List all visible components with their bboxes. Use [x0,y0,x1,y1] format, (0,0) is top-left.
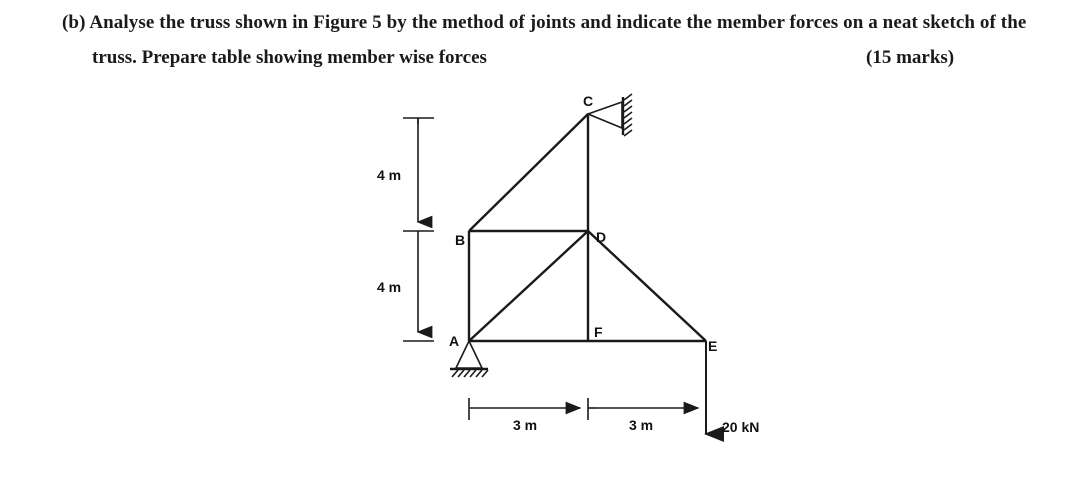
joint-label-d: D [596,229,607,245]
dimension-horizontal-right: 3 m [629,417,654,433]
member-BC [469,114,588,231]
joint-label-c: C [583,93,594,109]
hinge-support-c [588,94,632,136]
member-DE [588,231,706,341]
joint-label-f: F [594,324,603,340]
dimension-horizontal-left: 3 m [513,417,538,433]
joint-label-a: A [449,333,460,349]
joint-label-e: E [708,338,718,354]
question-line-1: (b) Analyse the truss shown in Figure 5 by the method of joints and indicate the member forces on a neat sketch of the [62,12,1027,33]
joint-label-b: B [455,232,466,248]
member-AD [469,231,588,341]
dimension-vertical-bottom: 4 m [377,279,402,295]
vertical-dimension [403,118,434,341]
question-marks: (15 marks) [866,47,955,68]
load-label: 20 kN [722,419,760,435]
dimension-vertical-top: 4 m [377,167,402,183]
horizontal-dimension [469,398,698,420]
question-line-2: truss. Prepare table showing member wise forces [92,47,487,68]
